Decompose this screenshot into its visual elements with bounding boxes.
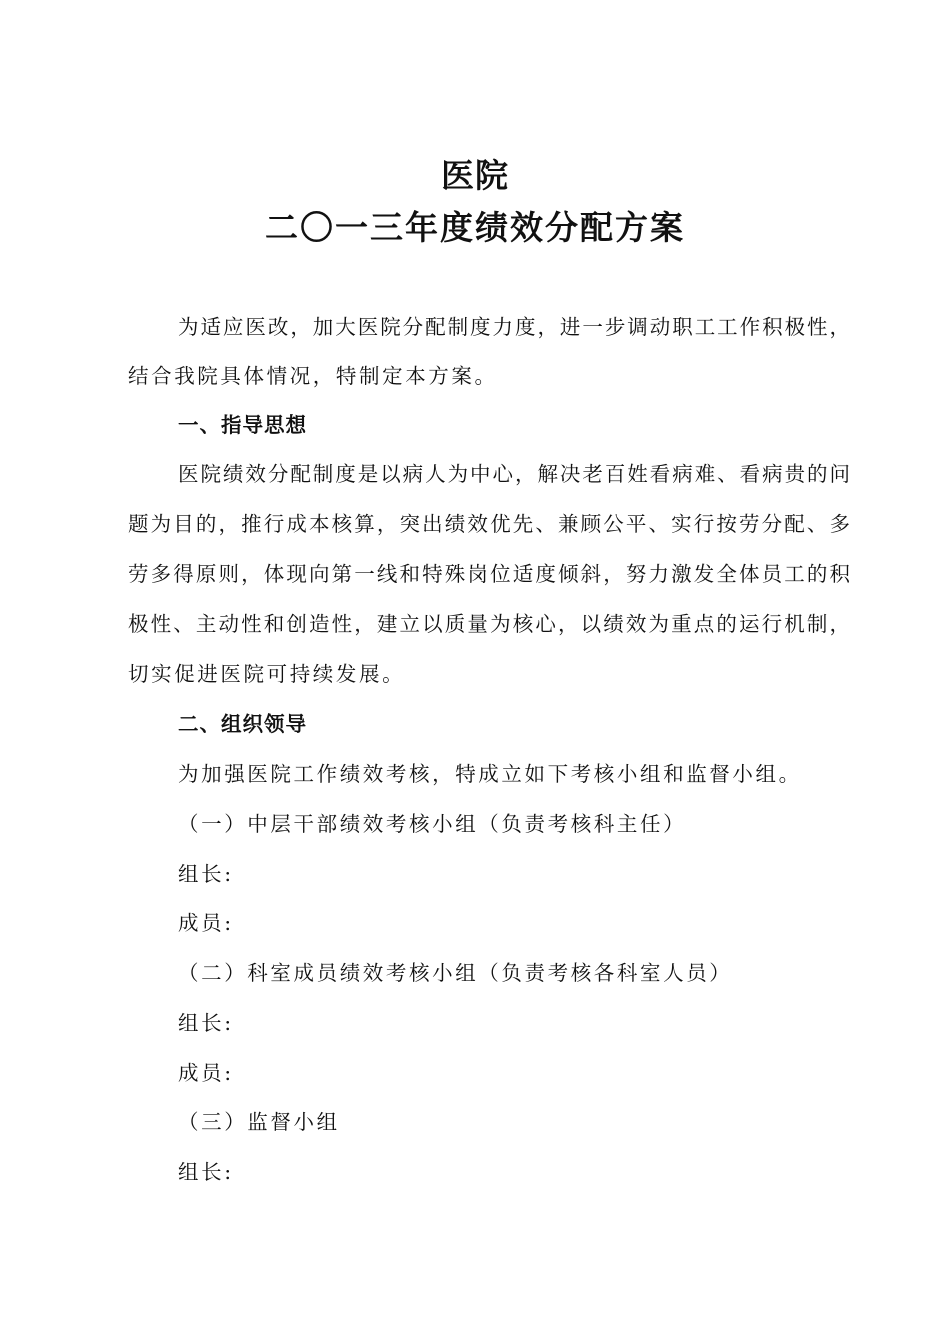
group1-members-label: 成员: [178,911,234,935]
section1-line-1: 医院绩效分配制度是以病人为中心，解决老百姓看病难、看病贵的问 [178,462,850,486]
section1-line-2: 题为目的，推行成本核算，突出绩效优先、兼顾公平、实行按劳分配、多 [128,512,850,536]
group2-title: （二）科室成员绩效考核小组（负责考核各科室人员） [178,961,733,985]
intro-line-1: 为适应医改，加大医院分配制度力度，进一步调动职工工作积极性， [178,315,850,339]
section1-line-4: 极性、主动性和创造性，建立以质量为核心，以绩效为重点的运行机制， [128,612,850,636]
group1-leader-label: 组长: [178,862,234,886]
document-title-line1: 医院 [441,156,509,195]
section2-intro: 为加强医院工作绩效考核，特成立如下考核小组和监督小组。 [178,762,802,786]
group3-leader-label: 组长: [178,1160,234,1184]
group1-title: （一）中层干部绩效考核小组（负责考核科主任） [178,812,687,836]
group2-members-label: 成员: [178,1061,234,1085]
intro-line-2: 结合我院具体情况，特制定本方案。 [128,364,498,388]
section1-heading: 一、指导思想 [178,413,307,437]
section1-line-3: 劳多得原则，体现向第一线和特殊岗位适度倾斜，努力激发全体员工的积 [128,562,850,586]
group3-title: （三）监督小组 [178,1110,340,1134]
section1-line-5: 切实促进医院可持续发展。 [128,662,406,686]
section2-heading: 二、组织领导 [178,712,307,736]
document-title-line2: 二〇一三年度绩效分配方案 [265,208,685,247]
group2-leader-label: 组长: [178,1011,234,1035]
